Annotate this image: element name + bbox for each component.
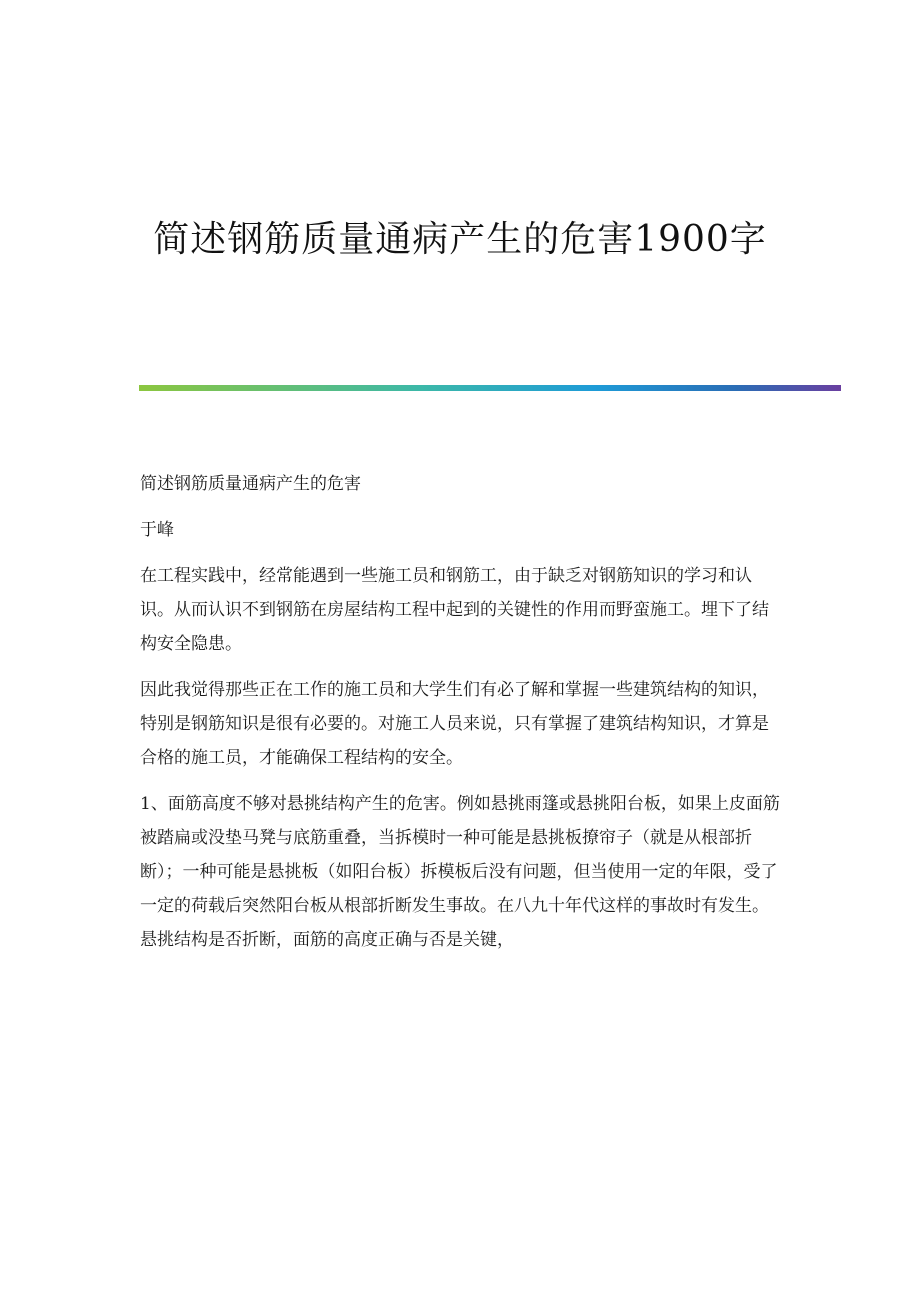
body-paragraph-1: 在工程实践中，经常能遇到一些施工员和钢筋工，由于缺乏对钢筋知识的学习和认识。从而认识不到钢筋在房屋结构工程中起到的关键性的作用而野蛮施工。埋下了结构安全隐患。 xyxy=(140,566,769,654)
title-divider xyxy=(139,385,841,391)
body-paragraph-3: 1、面筋高度不够对悬挑结构产生的危害。例如悬挑雨篷或悬挑阳台板，如果上皮面筋被踏扁或没垫马凳与底筋重叠，当拆模时一种可能是悬挑板撩帘子（就是从根部折断）；一种可能是悬挑板（如阳台板）拆模板后没有问题，但当使用一定的年限，受了一定的荷载后突然阳台板从根部折断发生事故。在八九十年代这样的事故时有发生。悬挑结构是否折断，面筋的高度正确与否是关键， xyxy=(140,794,780,950)
document-body xyxy=(140,467,780,969)
document-author: 于峰 xyxy=(140,520,174,540)
document-subtitle: 简述钢筋质量通病产生的危害 xyxy=(140,474,361,494)
body-paragraph-2: 因此我觉得那些正在工作的施工员和大学生们有必了解和掌握一些建筑结构的知识，特别是钢筋知识是很有必要的。对施工人员来说，只有掌握了建筑结构知识，才算是合格的施工员，才能确保工程结构的安全。 xyxy=(140,680,769,768)
document-title: 简述钢筋质量通病产生的危害1900字 xyxy=(153,219,767,260)
